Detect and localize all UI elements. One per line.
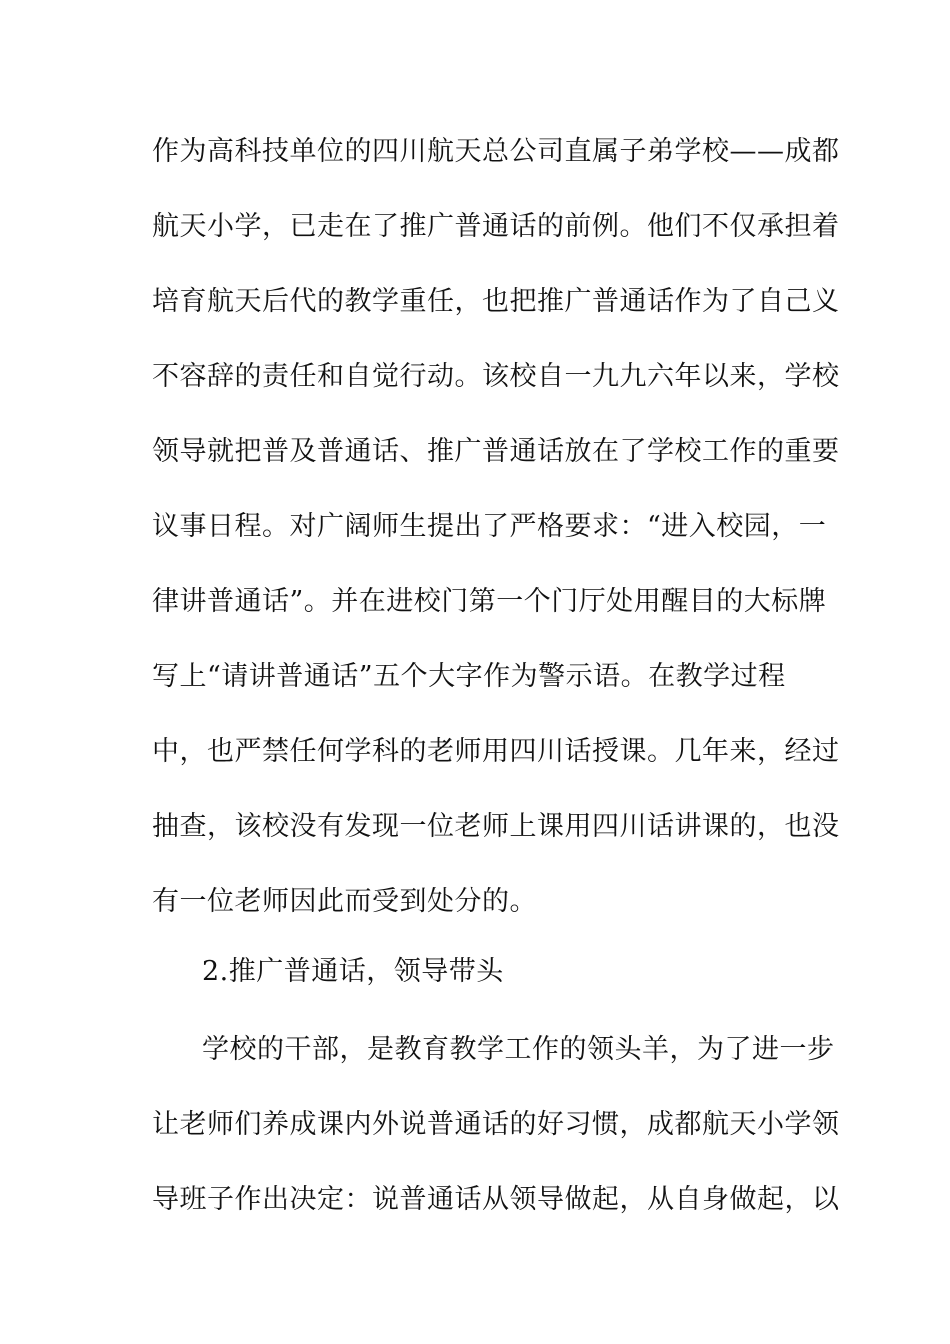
- paragraph-line: 中，也严禁任何学科的老师用四川话授课。几年来，经过: [152, 736, 840, 767]
- paragraph-line: 让老师们养成课内外说普通话的好习惯，成都航天小学领: [152, 1109, 840, 1140]
- paragraph-line: 律讲普通话”。并在进校门第一个门厅处用醒目的大标牌: [152, 586, 827, 617]
- paragraph-line: 写上“请讲普通话”五个大字作为警示语。在教学过程: [152, 661, 786, 692]
- paragraph-line: 议事日程。对广阔师生提出了严格要求：“进入校园，一: [152, 511, 827, 542]
- paragraph-line: 航天小学，已走在了推广普通话的前例。他们不仅承担着: [152, 211, 840, 242]
- paragraph-line: 培育航天后代的教学重任，也把推广普通话作为了自己义: [152, 286, 840, 317]
- paragraph-line: 抽查，该校没有发现一位老师上课用四川话讲课的，也没: [152, 811, 840, 842]
- paragraph-line: 不容辞的责任和自觉行动。该校自一九九六年以来，学校: [152, 361, 840, 392]
- paragraph-line: 领导就把普及普通话、推广普通话放在了学校工作的重要: [152, 436, 840, 467]
- paragraph-line: 作为高科技单位的四川航天总公司直属子弟学校——成都: [152, 136, 840, 167]
- paragraph-line: 学校的干部，是教育教学工作的领头羊，为了进一步: [202, 1034, 835, 1065]
- section-heading: 2.推广普通话，领导带头: [202, 956, 504, 987]
- paragraph-line: 有一位老师因此而受到处分的。: [152, 886, 537, 917]
- paragraph-line: 导班子作出决定：说普通话从领导做起，从自身做起，以: [152, 1184, 840, 1215]
